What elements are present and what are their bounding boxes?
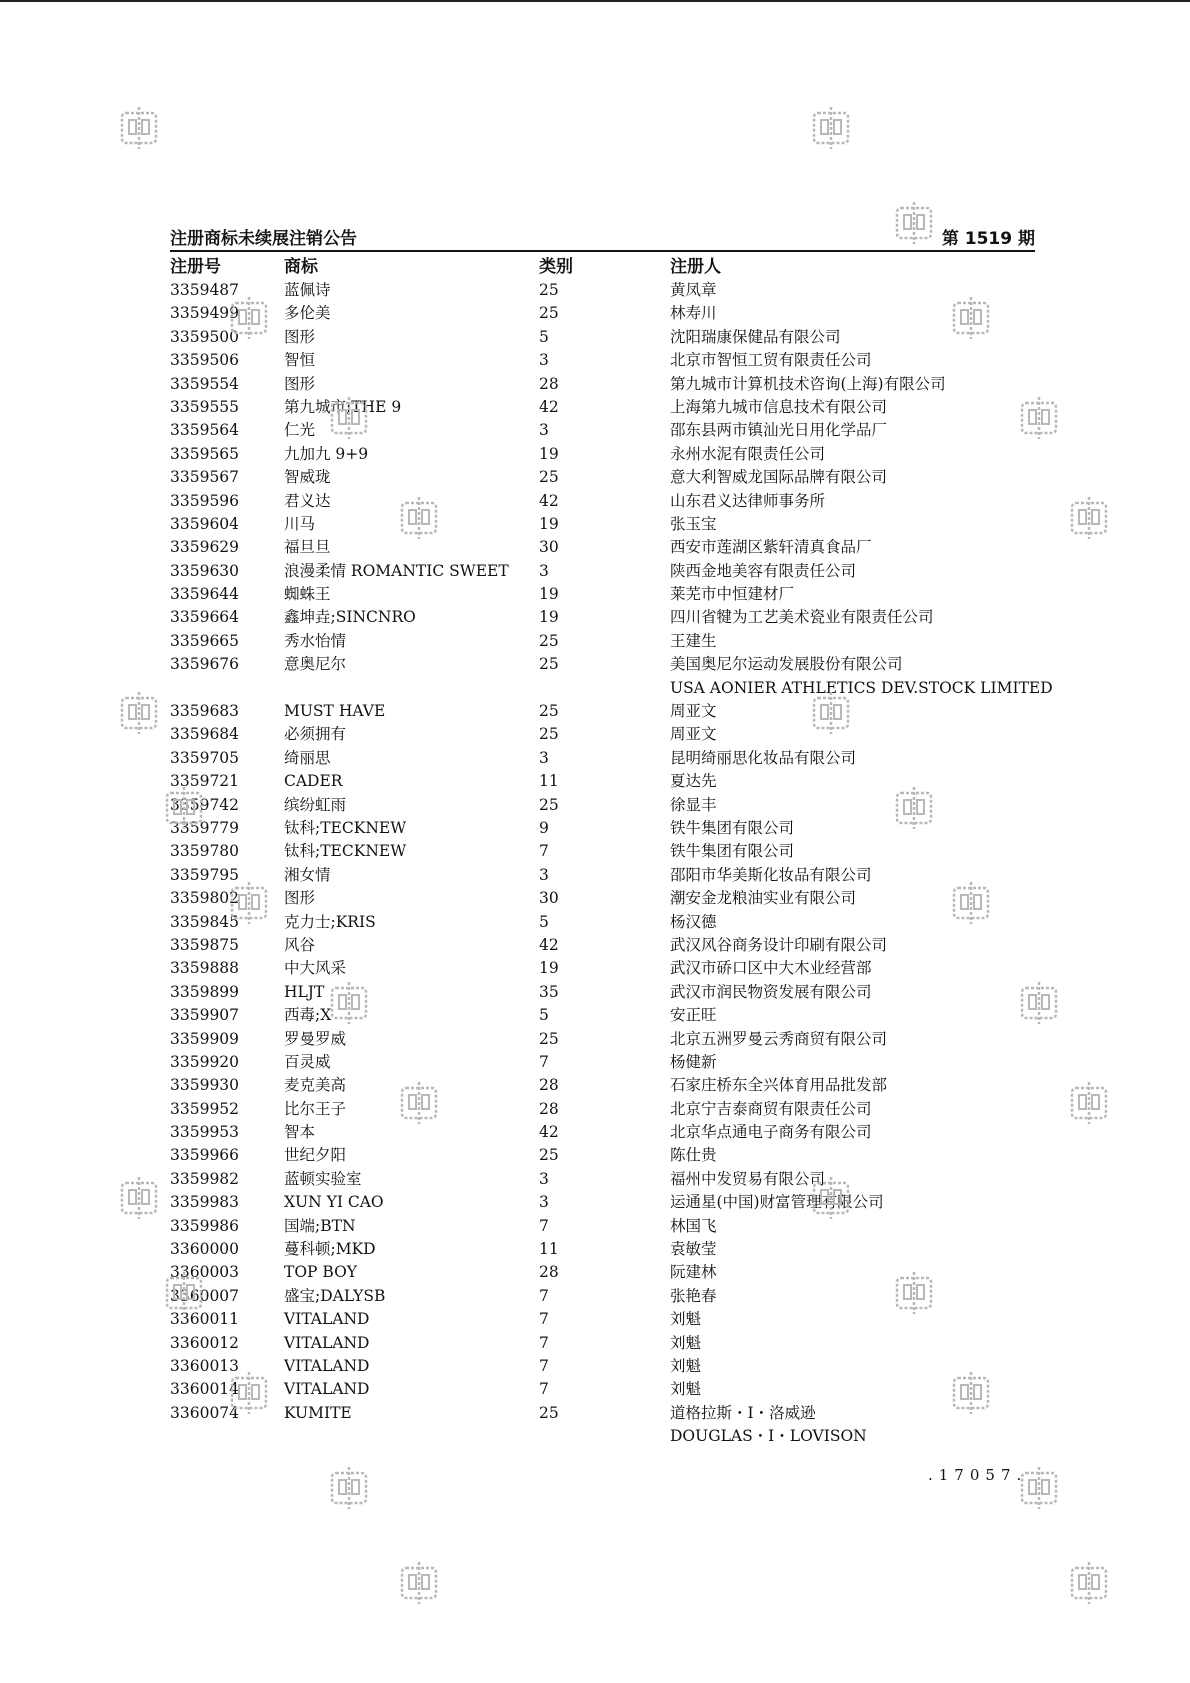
- table-row: [170, 630, 1035, 653]
- cell-trademark: 世纪夕阳: [284, 1146, 347, 1165]
- table-row: [170, 1191, 1035, 1214]
- cell-class: 19: [539, 959, 559, 978]
- stamp-watermark-icon: [895, 200, 933, 246]
- table-row: [170, 1238, 1035, 1261]
- cell-registrant: 陕西金地美容有限责任公司: [670, 561, 857, 580]
- cell-class: 30: [539, 538, 559, 557]
- cell-registrant: 安正旺: [670, 1006, 717, 1025]
- cell-registrant: 林寿川: [670, 304, 717, 323]
- cell-registrant: 四川省犍为工艺美术瓷业有限责任公司: [670, 608, 934, 627]
- table-row: [170, 700, 1035, 723]
- table-row: [170, 373, 1035, 396]
- cell-reg-number: 3359845: [170, 912, 240, 931]
- table-row: [170, 1144, 1035, 1167]
- cell-class: 7: [539, 1333, 549, 1352]
- cell-class: 11: [539, 772, 559, 791]
- cell-registrant: 山东君义达律师事务所: [670, 491, 826, 510]
- column-header-reg-number: 注册号: [170, 257, 221, 277]
- stamp-watermark-icon: [1070, 495, 1108, 541]
- cell-reg-number: 3359899: [170, 982, 240, 1001]
- stamp-watermark-icon: [165, 785, 203, 831]
- cell-reg-number: 3359499: [170, 304, 240, 323]
- cell-trademark: 仁光: [284, 421, 316, 440]
- cell-registrant: 陈仕贵: [670, 1146, 717, 1165]
- cell-trademark: 君义达: [284, 491, 331, 510]
- cell-trademark: 风谷: [284, 935, 316, 954]
- table-row: [170, 840, 1035, 863]
- cell-reg-number: 3359665: [170, 631, 240, 650]
- cell-reg-number: 3359596: [170, 491, 240, 510]
- cell-class: 19: [539, 514, 559, 533]
- cell-class: 5: [539, 912, 549, 931]
- cell-reg-number: 3359952: [170, 1099, 240, 1118]
- cell-class: 28: [539, 1076, 559, 1095]
- stamp-watermark-icon: [895, 1270, 933, 1316]
- top-border: [0, 0, 1190, 2]
- cell-class: 25: [539, 304, 559, 323]
- stamp-watermark-icon: [120, 105, 158, 151]
- cell-reg-number: 3360011: [170, 1310, 240, 1329]
- cell-registrant: 刘魁: [670, 1310, 702, 1329]
- stamp-watermark-icon: [330, 395, 368, 441]
- cell-class: 7: [539, 1310, 549, 1329]
- cell-class: 3: [539, 1193, 549, 1212]
- cell-trademark: 鑫坤垚;SINCNRO: [284, 608, 416, 627]
- cell-trademark: 图形: [284, 374, 316, 393]
- cell-reg-number: 3359909: [170, 1029, 240, 1048]
- cell-registrant: 邵东县两市镇汕光日用化学品厂: [670, 421, 888, 440]
- cell-trademark: VITALAND: [284, 1380, 370, 1399]
- table-row: [170, 747, 1035, 770]
- cell-class: 3: [539, 421, 549, 440]
- cell-reg-number: 3359966: [170, 1146, 240, 1165]
- cell-class: 35: [539, 982, 559, 1001]
- cell-registrant: 运通星(中国)财富管理有限公司: [670, 1193, 884, 1212]
- page-number: .17057.: [928, 1466, 1028, 1484]
- cell-trademark: 浪漫柔情 ROMANTIC SWEET: [284, 561, 509, 580]
- cell-registrant: 张艳春: [670, 1286, 717, 1305]
- cell-reg-number: 3359555: [170, 397, 240, 416]
- cell-registrant: 黄凤章: [670, 281, 717, 299]
- stamp-watermark-icon: [165, 1270, 203, 1316]
- cell-reg-number: 3360000: [170, 1240, 240, 1259]
- table-row: [170, 326, 1035, 349]
- cell-registrant: 袁敏莹: [670, 1240, 717, 1259]
- cell-trademark: 意奥尼尔: [284, 655, 347, 674]
- cell-reg-number: 3360074: [170, 1403, 240, 1422]
- cell-trademark: HLJT: [284, 982, 325, 1001]
- cell-reg-number: 3359982: [170, 1169, 240, 1188]
- cell-trademark: 智恒: [284, 351, 316, 370]
- cell-class: 3: [539, 748, 549, 767]
- cell-class: 28: [539, 1099, 559, 1118]
- cell-registrant: 北京华点通电子商务有限公司: [670, 1123, 872, 1142]
- table-row: [170, 911, 1035, 934]
- cell-registrant: 西安市莲湖区紫轩清真食品厂: [670, 538, 872, 557]
- column-header-trademark: 商标: [284, 257, 318, 277]
- cell-class: 25: [539, 725, 559, 744]
- cell-trademark: 蜘蛛王: [284, 585, 331, 604]
- cell-reg-number: 3359907: [170, 1006, 240, 1025]
- cell-class: 25: [539, 1403, 559, 1422]
- cell-trademark: KUMITE: [284, 1403, 352, 1422]
- cell-reg-number: 3359875: [170, 935, 240, 954]
- cell-registrant: 昆明绮丽思化妆品有限公司: [670, 748, 857, 767]
- cell-trademark: 智本: [284, 1123, 316, 1142]
- cell-reg-number: 3359565: [170, 444, 240, 463]
- cell-class: 19: [539, 585, 559, 604]
- cell-trademark: 缤纷虹雨: [284, 795, 347, 814]
- cell-trademark: TOP BOY: [284, 1263, 358, 1282]
- cell-reg-number: 3359930: [170, 1076, 240, 1095]
- cell-class: 3: [539, 351, 549, 370]
- stamp-watermark-icon: [400, 1080, 438, 1126]
- table-row: [170, 1051, 1035, 1074]
- cell-reg-number: 3359604: [170, 514, 240, 533]
- table-row: [170, 1168, 1035, 1191]
- stamp-watermark-icon: [400, 495, 438, 541]
- stamp-watermark-icon: [230, 880, 268, 926]
- table-row: [170, 1215, 1035, 1238]
- cell-class: 42: [539, 491, 559, 510]
- cell-reg-number: 3359644: [170, 585, 240, 604]
- table-row: [170, 1425, 1035, 1448]
- cell-reg-number: 3359487: [170, 281, 240, 299]
- cell-trademark: 国端;BTN: [284, 1216, 356, 1235]
- cell-registrant: 武汉市润民物资发展有限公司: [670, 982, 872, 1001]
- stamp-watermark-icon: [230, 295, 268, 341]
- table-row: [170, 349, 1035, 372]
- table-row: [170, 864, 1035, 887]
- cell-class: 25: [539, 281, 559, 299]
- table-row: [170, 560, 1035, 583]
- cell-reg-number: 3359721: [170, 772, 240, 791]
- cell-registrant: 周亚文: [670, 702, 717, 721]
- cell-class: 42: [539, 935, 559, 954]
- cell-registrant: 夏达先: [670, 772, 717, 791]
- table-row: [170, 887, 1035, 910]
- cell-trademark: 智威珑: [284, 468, 331, 487]
- table-row: [170, 677, 1053, 700]
- table-row: [170, 466, 1035, 489]
- cell-class: 11: [539, 1240, 559, 1259]
- cell-class: 25: [539, 655, 559, 674]
- cell-trademark: VITALAND: [284, 1356, 370, 1375]
- cell-registrant: 北京宁吉泰商贸有限责任公司: [670, 1099, 872, 1118]
- cell-trademark: MUST HAVE: [284, 702, 386, 721]
- table-row: [170, 1004, 1035, 1027]
- table-row: [170, 934, 1035, 957]
- cell-registrant: 张玉宝: [670, 514, 717, 533]
- cell-reg-number: 3359705: [170, 748, 240, 767]
- stamp-watermark-icon: [1020, 395, 1058, 441]
- cell-class: 7: [539, 1380, 549, 1399]
- cell-reg-number: 3359802: [170, 889, 240, 908]
- cell-reg-number: 3359780: [170, 842, 240, 861]
- cell-reg-number: 3360013: [170, 1356, 240, 1375]
- cell-reg-number: 3359888: [170, 959, 240, 978]
- cell-class: 28: [539, 374, 559, 393]
- cell-trademark: 第九城市;THE 9: [284, 397, 402, 416]
- stamp-watermark-icon: [952, 1370, 990, 1416]
- cell-reg-number: 3359779: [170, 818, 240, 837]
- cell-trademark: 福旦旦: [284, 538, 331, 557]
- cell-trademark: XUN YI CAO: [284, 1193, 384, 1212]
- cell-registrant: 潮安金龙粮油实业有限公司: [670, 889, 857, 908]
- cell-class: 3: [539, 865, 549, 884]
- stamp-watermark-icon: [330, 1465, 368, 1511]
- stamp-watermark-icon: [400, 1560, 438, 1606]
- cell-registrant: 莱芜市中恒建材厂: [670, 585, 795, 604]
- cell-registrant: 北京市智恒工贸有限责任公司: [670, 351, 872, 370]
- cell-class: 5: [539, 1006, 549, 1025]
- table-row: [170, 513, 1035, 536]
- cell-class: 42: [539, 1123, 559, 1142]
- header-divider: [170, 250, 1035, 252]
- cell-reg-number: 3360012: [170, 1333, 240, 1352]
- cell-registrant: 道格拉斯・I・洛威逊: [670, 1403, 816, 1422]
- cell-trademark: 多伦美: [284, 304, 331, 323]
- cell-trademark: 九加九 9+9: [284, 444, 369, 463]
- cell-registrant: 武汉风谷商务设计印刷有限公司: [670, 935, 888, 954]
- table-row: [170, 443, 1035, 466]
- cell-reg-number: 3360014: [170, 1380, 240, 1399]
- cell-class: 25: [539, 631, 559, 650]
- cell-registrant: 上海第九城市信息技术有限公司: [670, 397, 888, 416]
- cell-reg-number: 3359629: [170, 538, 240, 557]
- cell-trademark: 图形: [284, 327, 316, 346]
- cell-class: 25: [539, 1146, 559, 1165]
- cell-trademark: 图形: [284, 889, 316, 908]
- cell-trademark: 比尔王子: [284, 1099, 347, 1118]
- stamp-watermark-icon: [812, 105, 850, 151]
- stamp-watermark-icon: [330, 980, 368, 1026]
- cell-registrant: 福州中发贸易有限公司: [670, 1169, 826, 1188]
- cell-registrant: 邵阳市华美斯化妆品有限公司: [670, 865, 872, 884]
- cell-registrant: 周亚文: [670, 725, 717, 744]
- cell-reg-number: 3359920: [170, 1052, 240, 1071]
- cell-class: 5: [539, 327, 549, 346]
- table-row: [170, 1402, 1035, 1425]
- table-row: [170, 1332, 1035, 1355]
- table-header: [170, 255, 1035, 279]
- cell-class: 7: [539, 1216, 549, 1235]
- stamp-watermark-icon: [952, 295, 990, 341]
- column-header-registrant: 注册人: [670, 257, 721, 277]
- cell-reg-number: 3359554: [170, 374, 240, 393]
- table-row: [170, 302, 1035, 325]
- table-row: [170, 653, 1035, 676]
- cell-trademark: 蓝佩诗: [284, 281, 331, 299]
- table-row: [170, 536, 1035, 559]
- cell-class: 3: [539, 1169, 549, 1188]
- cell-class: 28: [539, 1263, 559, 1282]
- cell-trademark: 必须拥有: [284, 725, 347, 744]
- cell-trademark: 西毒;X: [284, 1006, 332, 1025]
- cell-registrant: 刘魁: [670, 1356, 702, 1375]
- cell-registrant: 美国奥尼尔运动发展股份有限公司: [670, 655, 903, 674]
- cell-class: 7: [539, 842, 549, 861]
- cell-trademark: 蓝顿实验室: [284, 1169, 362, 1188]
- cell-class: 19: [539, 608, 559, 627]
- cell-registrant: 永州水泥有限责任公司: [670, 444, 826, 463]
- cell-registrant: 石家庄桥东全兴体育用品批发部: [670, 1076, 888, 1095]
- cell-registrant: 沈阳瑞康保健品有限公司: [670, 327, 841, 346]
- cell-registrant: 阮建林: [670, 1263, 717, 1282]
- cell-trademark: 麦克美高: [284, 1076, 347, 1095]
- table-row: [170, 1355, 1035, 1378]
- table-row: [170, 981, 1035, 1004]
- cell-class: 30: [539, 889, 559, 908]
- cell-class: 42: [539, 397, 559, 416]
- cell-reg-number: 3359564: [170, 421, 240, 440]
- cell-class: 7: [539, 1286, 549, 1305]
- table-row: [170, 396, 1035, 419]
- cell-reg-number: 3359676: [170, 655, 240, 674]
- cell-registrant: 铁牛集团有限公司: [670, 842, 795, 861]
- cell-registrant: 北京五洲罗曼云秀商贸有限公司: [670, 1029, 888, 1048]
- stamp-watermark-icon: [1070, 1560, 1108, 1606]
- cell-trademark: VITALAND: [284, 1333, 370, 1352]
- cell-class: 19: [539, 444, 559, 463]
- cell-trademark: 百灵威: [284, 1052, 331, 1071]
- cell-reg-number: 3359683: [170, 702, 240, 721]
- cell-registrant: 刘魁: [670, 1333, 702, 1352]
- cell-registrant: DOUGLAS・I・LOVISON: [670, 1427, 867, 1446]
- cell-reg-number: 3359742: [170, 795, 240, 814]
- table-row: [170, 279, 1035, 302]
- stamp-watermark-icon: [952, 880, 990, 926]
- column-header-class: 类别: [539, 257, 573, 277]
- cell-registrant: 徐显丰: [670, 795, 717, 814]
- cell-registrant: 杨汉德: [670, 912, 717, 931]
- cell-trademark: 秀水怡情: [284, 631, 347, 650]
- cell-class: 25: [539, 1029, 559, 1048]
- cell-trademark: 中大风采: [284, 959, 347, 978]
- cell-registrant: 武汉市硚口区中大木业经营部: [670, 959, 872, 978]
- cell-class: 25: [539, 702, 559, 721]
- cell-class: 9: [539, 818, 549, 837]
- cell-trademark: CADER: [284, 772, 343, 791]
- cell-trademark: VITALAND: [284, 1310, 370, 1329]
- table-row: [170, 1098, 1035, 1121]
- stamp-watermark-icon: [1020, 980, 1058, 1026]
- table-row: [170, 1121, 1035, 1144]
- cell-trademark: 钛科;TECKNEW: [284, 818, 407, 837]
- cell-class: 25: [539, 795, 559, 814]
- cell-reg-number: 3359986: [170, 1216, 240, 1235]
- cell-registrant: 王建生: [670, 631, 717, 650]
- cell-reg-number: 3359684: [170, 725, 240, 744]
- table-row: [170, 606, 1035, 629]
- table-row: [170, 957, 1035, 980]
- cell-registrant: USA AONIER ATHLETICS DEV.STOCK LIMITED: [670, 678, 1053, 697]
- table-row: [170, 583, 1035, 606]
- stamp-watermark-icon: [812, 690, 850, 736]
- cell-trademark: 湘女情: [284, 865, 331, 884]
- stamp-watermark-icon: [1020, 1465, 1058, 1511]
- stamp-watermark-icon: [120, 1175, 158, 1221]
- cell-class: 25: [539, 468, 559, 487]
- document-title: 注册商标未续展注销公告: [170, 229, 357, 249]
- cell-class: 3: [539, 561, 549, 580]
- cell-registrant: 刘魁: [670, 1380, 702, 1399]
- cell-reg-number: 3359953: [170, 1123, 240, 1142]
- cell-reg-number: 3359664: [170, 608, 240, 627]
- cell-reg-number: 3359795: [170, 865, 240, 884]
- cell-class: 7: [539, 1356, 549, 1375]
- cell-trademark: 罗曼罗威: [284, 1029, 347, 1048]
- cell-reg-number: 3360003: [170, 1263, 240, 1282]
- cell-reg-number: 3359500: [170, 327, 240, 346]
- cell-trademark: 盛宝;DALYSB: [284, 1286, 386, 1305]
- stamp-watermark-icon: [895, 785, 933, 831]
- cell-registrant: 意大利智威龙国际品牌有限公司: [670, 468, 888, 487]
- cell-registrant: 第九城市计算机技术咨询(上海)有限公司: [670, 374, 946, 393]
- stamp-watermark-icon: [812, 1175, 850, 1221]
- table-row: [170, 490, 1035, 513]
- stamp-watermark-icon: [120, 690, 158, 736]
- cell-reg-number: 3360007: [170, 1286, 240, 1305]
- issue-number: 第 1519 期: [941, 229, 1035, 249]
- table-row: [170, 1074, 1035, 1097]
- table-row: [170, 1378, 1035, 1401]
- cell-registrant: 杨健新: [670, 1052, 717, 1071]
- cell-reg-number: 3359567: [170, 468, 240, 487]
- cell-trademark: 绮丽思: [284, 748, 331, 767]
- cell-registrant: 林国飞: [670, 1216, 717, 1235]
- cell-reg-number: 3359630: [170, 561, 240, 580]
- table-row: [170, 1028, 1035, 1051]
- stamp-watermark-icon: [230, 1370, 268, 1416]
- table-row: [170, 723, 1035, 746]
- cell-trademark: 蔓科顿;MKD: [284, 1240, 376, 1259]
- stamp-watermark-icon: [1070, 1080, 1108, 1126]
- cell-reg-number: 3359506: [170, 351, 240, 370]
- cell-trademark: 川马: [284, 514, 316, 533]
- cell-reg-number: 3359983: [170, 1193, 240, 1212]
- cell-trademark: 钛科;TECKNEW: [284, 842, 407, 861]
- cell-registrant: 铁牛集团有限公司: [670, 818, 795, 837]
- cell-class: 7: [539, 1052, 549, 1071]
- table-row: [170, 419, 1035, 442]
- cell-trademark: 克力士;KRIS: [284, 912, 376, 931]
